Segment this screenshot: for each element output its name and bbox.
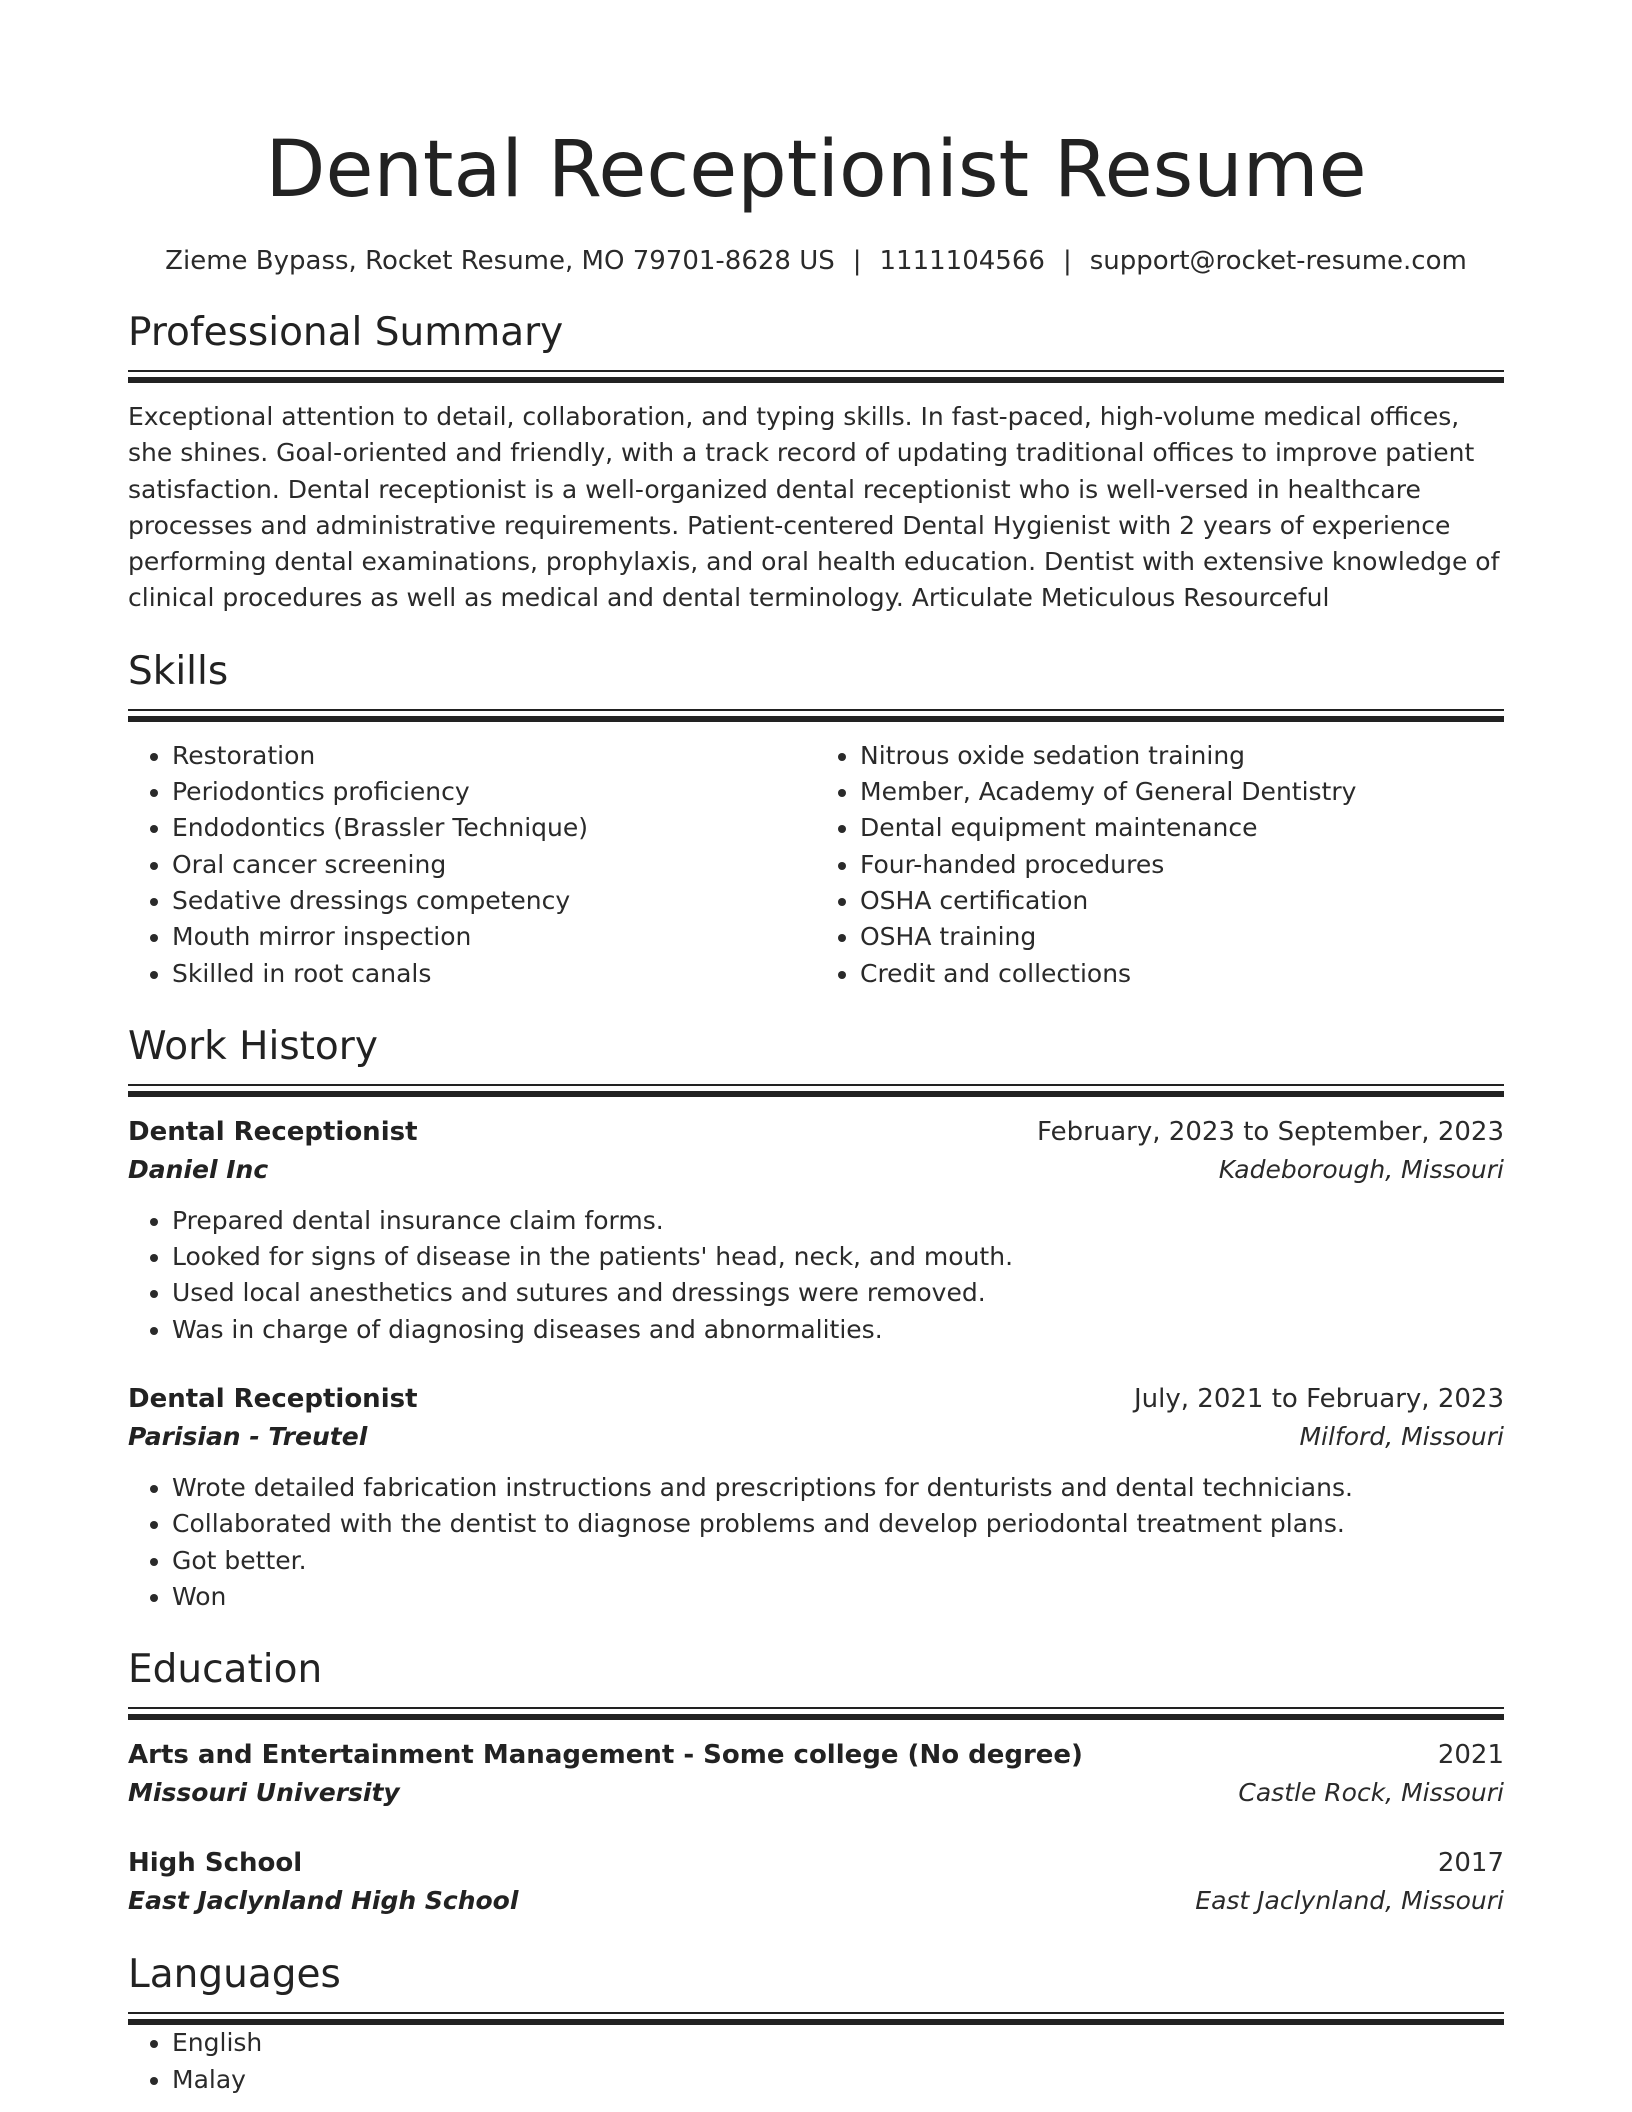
section-divider-thick xyxy=(128,1714,1504,1720)
job-title: Dental Receptionist xyxy=(128,1384,418,1415)
skill-item: • OSHA training xyxy=(860,919,1504,955)
skill-item: • Four-handed procedures xyxy=(860,847,1504,883)
skill-item: • Sedative dressings competency xyxy=(172,883,816,919)
languages-list xyxy=(128,2025,1504,2098)
summary-section xyxy=(128,308,1504,617)
education-school: East Jaclynland High School xyxy=(128,1886,519,1916)
skill-item: • Periodontics proficiency xyxy=(172,774,816,810)
section-heading: Languages xyxy=(128,1952,341,1998)
education-location: Castle Rock, Missouri xyxy=(1238,1778,1504,1808)
section-heading: Professional Summary xyxy=(128,310,564,355)
job-bullet: • Collaborated with the dentist to diagnose problems and develop periodontal treatment plans. xyxy=(172,1506,1504,1542)
section-heading: Skills xyxy=(128,648,229,694)
skills-section xyxy=(128,647,1504,992)
job-entry xyxy=(128,1380,1504,1615)
work-history-section xyxy=(128,1022,1504,1615)
job-entry xyxy=(128,1113,1504,1348)
job-company: Daniel Inc xyxy=(128,1154,269,1184)
contact-separator: | xyxy=(1062,246,1072,276)
skills-column-right xyxy=(816,738,1504,992)
skill-item: • Oral cancer screening xyxy=(172,847,816,883)
section-divider-thick xyxy=(128,377,1504,383)
job-location: Kadeborough, Missouri xyxy=(1218,1154,1504,1184)
languages-section xyxy=(128,1950,1504,2098)
education-degree: Arts and Entertainment Management - Some college (No degree) xyxy=(128,1740,1083,1771)
section-divider xyxy=(128,1707,1504,1709)
skill-item: • Endodontics (Brassler Technique) xyxy=(172,810,816,846)
summary-text: Exceptional attention to detail, collaboration, and typing skills. In fast-paced, high-volume medical offices, she shines. Goal-oriented and friendly, with a track record of updating traditional offices to improve patient satisfaction. Dental receptionist is a well-organized dental receptionist who is well-versed in healthcare processes and administrative requirements. Patient-centered Dental Hygienist with 2 years of experience performing dental examinations, prophylaxis, and oral health education. Dentist with extensive knowledge of clinical procedures as well as medical and dental terminology. Articulate Meticulous Resourceful xyxy=(128,402,1500,613)
skills-column-left xyxy=(128,738,816,992)
section-divider-thick xyxy=(128,716,1504,722)
education-year: 2021 xyxy=(1437,1740,1504,1771)
skills-grid xyxy=(128,738,1504,992)
skill-item: • Dental equipment maintenance xyxy=(860,810,1504,846)
skill-item: • Credit and collections xyxy=(860,956,1504,992)
education-degree: High School xyxy=(128,1848,303,1879)
skill-item: • Nitrous oxide sedation training xyxy=(860,738,1504,774)
job-bullet: • Used local anesthetics and sutures and dressings were removed. xyxy=(172,1275,1504,1311)
resume-title: Dental Receptionist Resume xyxy=(265,125,1367,215)
job-bullet: • Was in charge of diagnosing diseases and abnormalities. xyxy=(172,1312,1504,1348)
contact-phone: 1111104566 xyxy=(879,246,1045,276)
section-divider xyxy=(128,709,1504,711)
skill-item: • OSHA certification xyxy=(860,883,1504,919)
job-bullet: • Wrote detailed fabrication instructions and prescriptions for denturists and dental technicians. xyxy=(172,1470,1504,1506)
contact-line xyxy=(128,244,1504,278)
contact-separator: | xyxy=(852,246,862,276)
job-bullet: • Looked for signs of disease in the patients' head, neck, and mouth. xyxy=(172,1239,1504,1275)
education-year: 2017 xyxy=(1437,1848,1504,1879)
language-item: • Malay xyxy=(172,2062,1504,2098)
section-divider xyxy=(128,370,1504,372)
job-bullet: • Won xyxy=(172,1579,1504,1615)
section-divider-thick xyxy=(128,1091,1504,1097)
education-school: Missouri University xyxy=(128,1778,400,1808)
section-divider xyxy=(128,2012,1504,2014)
contact-email[interactable]: support@rocket-resume.com xyxy=(1089,246,1467,276)
skill-item: • Mouth mirror inspection xyxy=(172,919,816,955)
section-heading: Work History xyxy=(128,1023,378,1069)
skill-item: • Restoration xyxy=(172,738,816,774)
section-divider xyxy=(128,1084,1504,1086)
job-dates: July, 2021 to February, 2023 xyxy=(1134,1384,1504,1415)
language-item: • English xyxy=(172,2025,1504,2061)
education-location: East Jaclynland, Missouri xyxy=(1195,1886,1504,1916)
section-heading: Education xyxy=(128,1647,323,1693)
education-entry xyxy=(128,1736,1504,1812)
job-bullet: • Got better. xyxy=(172,1543,1504,1579)
job-dates: February, 2023 to September, 2023 xyxy=(1037,1116,1504,1147)
skill-item: • Skilled in root canals xyxy=(172,956,816,992)
job-title: Dental Receptionist xyxy=(128,1116,418,1147)
job-bullet: • Prepared dental insurance claim forms. xyxy=(172,1203,1504,1239)
education-section xyxy=(128,1645,1504,1920)
education-entry xyxy=(128,1844,1504,1920)
job-location: Milford, Missouri xyxy=(1299,1422,1504,1452)
job-company: Parisian - Treutel xyxy=(128,1422,368,1452)
skill-item: • Member, Academy of General Dentistry xyxy=(860,774,1504,810)
contact-address: Zieme Bypass, Rocket Resume, MO 79701-8628 US xyxy=(165,246,835,276)
